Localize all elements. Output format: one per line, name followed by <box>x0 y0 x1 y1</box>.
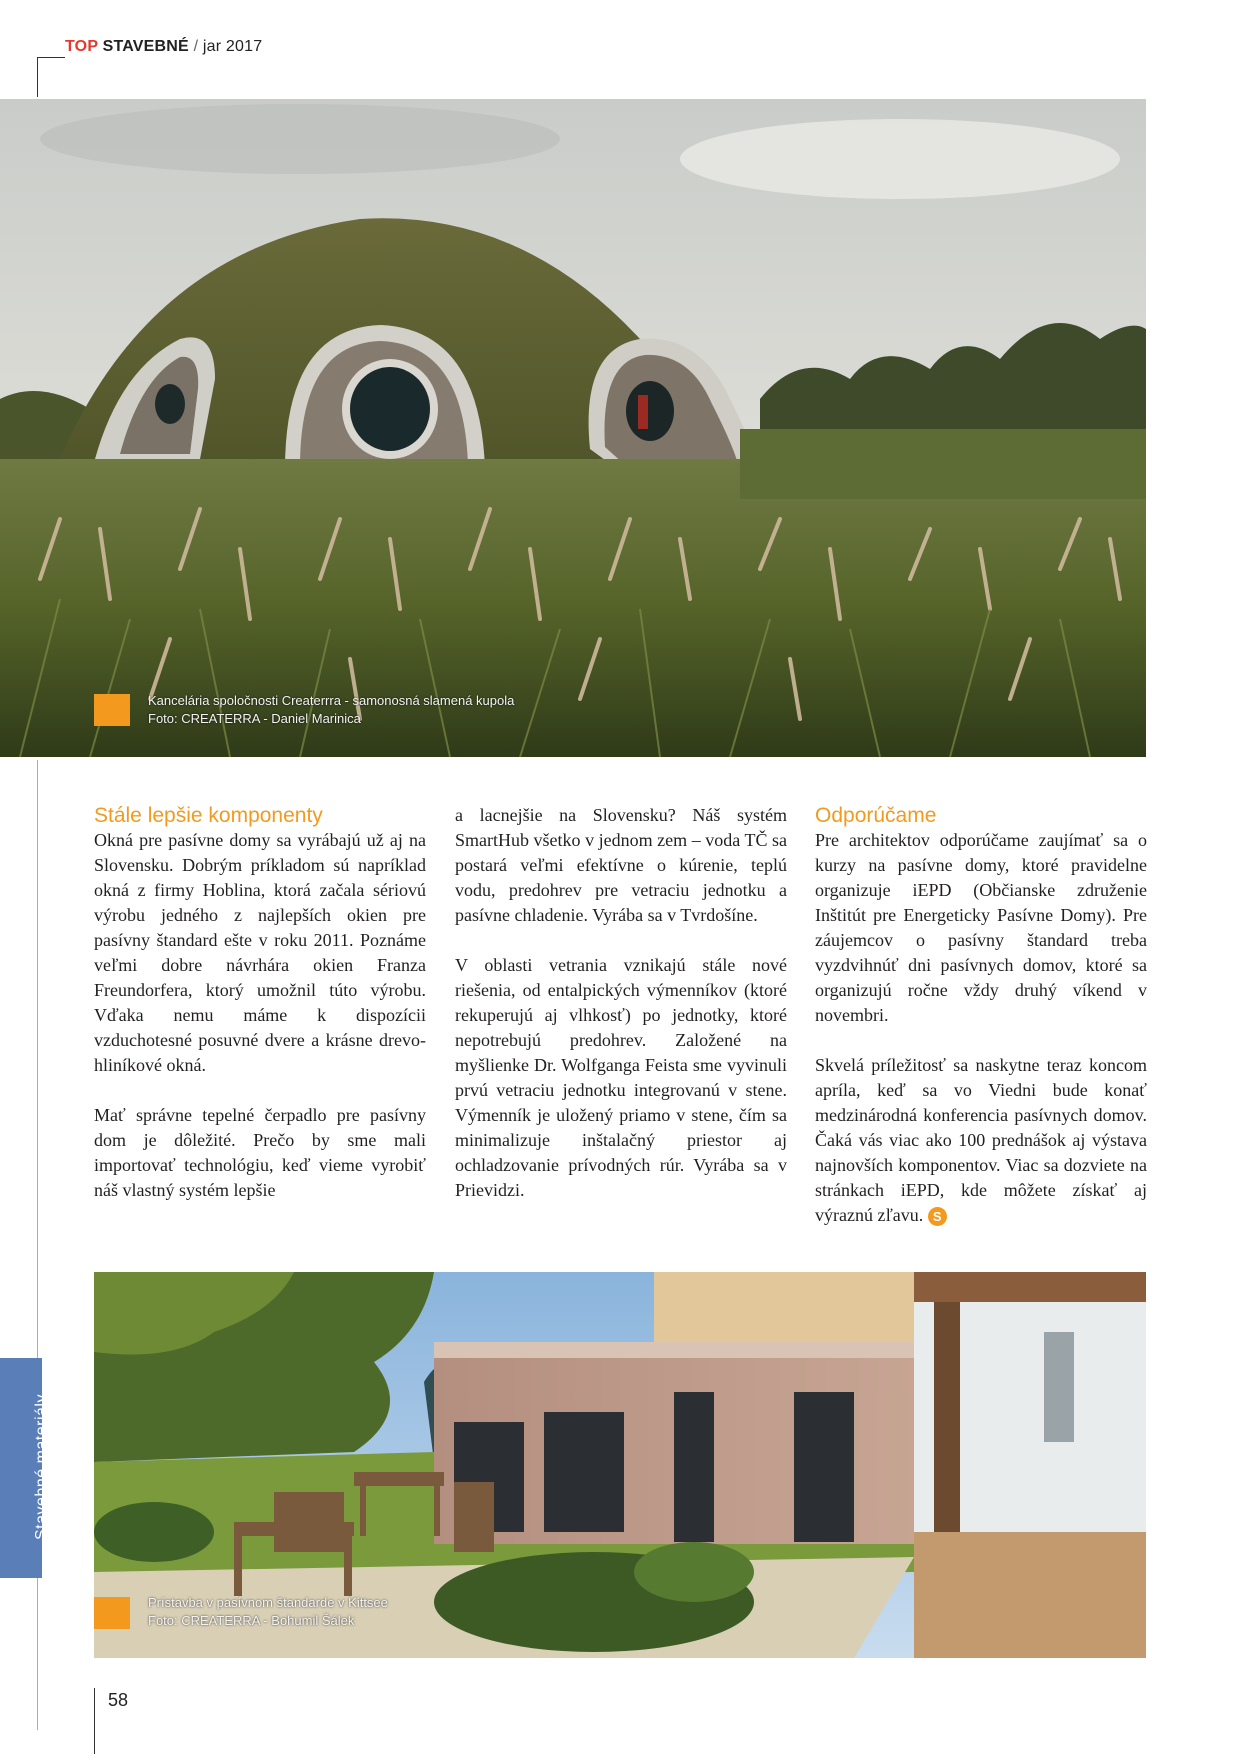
hero-photo <box>0 99 1146 757</box>
page-number: 58 <box>108 1690 129 1710</box>
section-heading-components: Stále lepšie komponenty <box>94 804 323 827</box>
caption-marker <box>94 694 130 726</box>
side-rail <box>37 760 38 1730</box>
article-column-3 <box>815 803 1147 1228</box>
hero-photo-caption <box>148 692 514 728</box>
header-rule-vertical <box>37 57 38 97</box>
brand-separator: / <box>193 38 199 55</box>
article-column-1 <box>94 803 426 1203</box>
caption-title: Prístavba v pasívnom štandarde v Kittsee <box>148 1595 388 1610</box>
end-of-article-icon: S <box>928 1207 947 1226</box>
caption-title: Kancelária spoločnosti Createrrra - samonosná slamená kupola <box>148 693 515 708</box>
header-rule <box>37 57 65 58</box>
paragraph: Pre architektov odporúčame zaujímať sa o kurzy na pasívne domy, ktoré pravidelne organizuje iEPD (Občianske združenie Inštitút pre Energeticky Pasívne Domy). Pre záujemcov o pasívny štandard treba vyzdvihnúť dni pasívnych domov, ktoré sa organizujú ročne vždy druhý víkend v novembri. <box>815 830 1147 1025</box>
paragraph: Mať správne tepelné čerpadlo pre pasívny dom je dôležité. Prečo by sme mali importovať technológiu, keď vieme vyrobiť náš vlastný systém lepšie <box>94 1105 426 1200</box>
masthead <box>65 38 262 56</box>
page-number-rule <box>94 1688 95 1754</box>
paragraph <box>815 1053 1147 1228</box>
paragraph: a lacnejšie na Slovensku? Náš systém SmartHub všetko v jednom zem – voda TČ sa postará veľmi efektívne o kúrenie, teplú vodu, predohrev pre vetraciu jednotku a pasívne chladenie. Vyrába sa v Tvrdošíne. <box>455 805 787 925</box>
brand-name: STAVEBNÉ <box>102 38 189 55</box>
paragraph: Okná pre pasívne domy sa vyrábajú už aj na Slovensku. Dobrým príkladom sú napríklad okná z firmy Hoblina, ktorá začala sériovú výrobu jedného z najlepších okien pre pasívny štandard ešte v roku 2011. Poznáme veľmi dobre návrhára okien Franza Freundorfera, ktorý umožnil túto výrobu. Vďaka nemu máme k dispozícii vzduchotesné posuvné dvere a krásne drevo-hliníkové okná. <box>94 830 426 1075</box>
section-heading-recommend: Odporúčame <box>815 804 937 827</box>
bottom-photo-caption <box>148 1594 388 1630</box>
section-tab-label: Stavebné materiály <box>33 1394 50 1540</box>
brand-top: TOP <box>65 38 98 55</box>
paragraph-text: Skvelá príležitosť sa naskytne teraz koncom apríla, keď sa vo Viedni bude konať medzinárodná konferencia pasívnych domov. Čaká vás viac ako 100 prednášok aj výstava najnovších komponentov. Viac sa dozviete na stránkach iEPD, kde môžete získať aj výraznú zľavu. <box>815 1055 1147 1225</box>
caption-credit: Foto: CREATERRA - Bohumil Šálek <box>148 1613 355 1628</box>
hero-photo-illustration <box>0 99 1146 757</box>
article-column-2 <box>455 803 787 1203</box>
paragraph: V oblasti vetrania vznikajú stále nové riešenia, od entalpických výmenníkov (ktoré rekuperujú aj vlhkosť) po jednotky, ktoré nepotrebujú predohrev. Založené na myšlienke Dr. Wolfganga Feista sme vyvinuli prvú vetraciu jednotku integrovanú v stene. Výmenník je uložený priamo v stene, čím sa minimalizuje inštalačný priestor aj ochladzovanie prívodných rúr. Vyrába sa v Prievidzi. <box>455 955 787 1200</box>
caption-marker <box>94 1597 130 1629</box>
issue-label: jar 2017 <box>202 38 263 55</box>
caption-credit: Foto: CREATERRA - Daniel Marinica <box>148 711 361 726</box>
